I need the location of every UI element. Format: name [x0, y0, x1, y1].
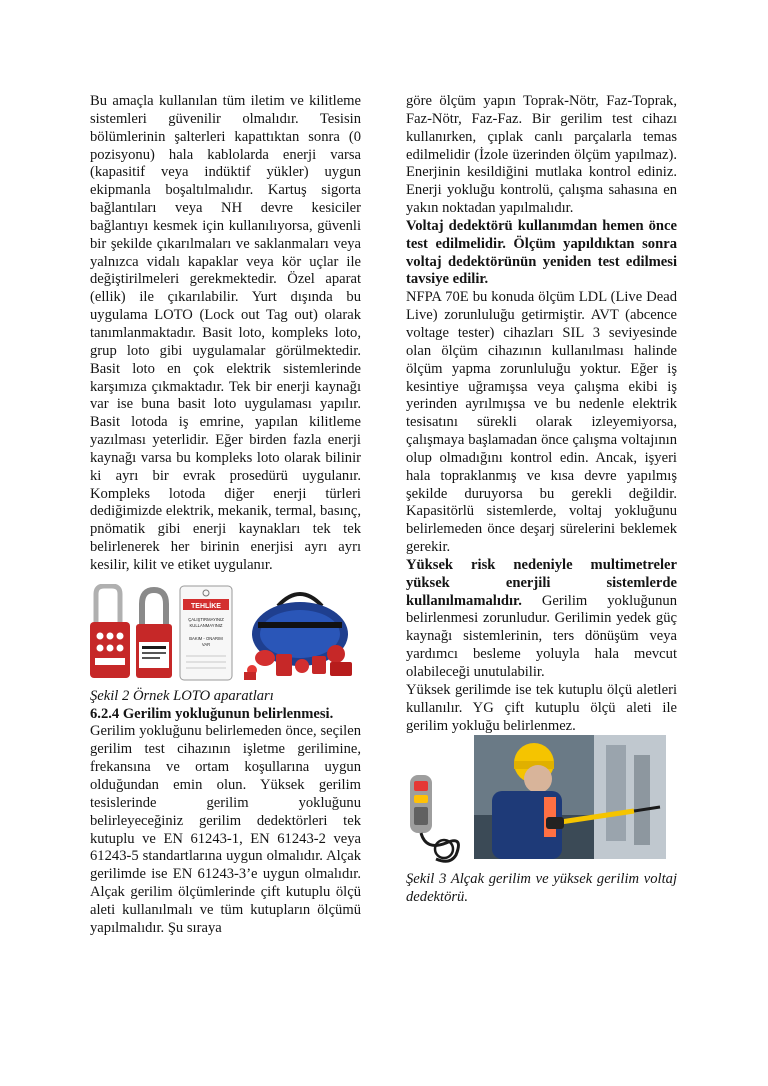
danger-tag: [180, 586, 232, 680]
low-voltage-detector-illustration: [406, 773, 470, 865]
multimeter-paragraph: [406, 557, 677, 682]
lockout-kit-bag-icon: [244, 594, 352, 680]
measurement-order-paragraph: göre ölçüm yapın Toprak-Nötr, Faz-Toprak, Faz-Nötr, Faz-Faz. Bir gerilim test cihazı kullanırken, çıplak canlı parçalarla temas edilmelidir (İzole üzerinden ölçüm yapılmaz). Enerjinin kesildiğini mutlaka kontrol ediniz. Enerji yokluğu kontrolü, çalışma sahasına en yakın noktadan yapılmalıdır.: [406, 93, 677, 217]
left-column: [90, 93, 361, 938]
figure-2-loto-devices: [90, 584, 361, 682]
tag-line-4: VAR: [201, 641, 211, 647]
section-heading: 6.2.4 Gerilim yokluğunun belirlenmesi.: [90, 705, 334, 722]
loto-paragraph: Bu amaçla kullanılan tüm iletim ve kilitleme sistemleri güvenilir olmalıdır. Tesisin bölümlerinin şalterleri kapattıktan sonra (0 pozisyonu) hala kablolarda enerji varsa (kapasitif veya indüktif yükler) uygun ekipmanla boşaltılmalıdır. Kartuş sigorta bağlantıları veya NH devre kesiciler bağlantıyı kesmek için kullanılıyorsa, güvenli bir şekilde çıkarılmaları ve saklanmaları veya yalnızca vidalı kapaklar veya kör uçlar ile değiştirilmeleri gerekmektedir. Özel aparat (ellik) ile çıkarılabilir. Yurt dışında bu uygulama LOTO (Lock out Tag out) olarak tanımlanmaktadır. Basit loto, kompleks loto, grup loto gibi uygulamalar görülmektedir. Basit loto en çok elektrik sistemlerinde karşımıza çıkmaktadır. Tek bir enerji kaynağı var ise buna basit loto uygulaması yapılır. Basit lotoda iş emrine, yapılan kilitleme yazılması yeterlidir. Eğer birden fazla enerji kaynağı varsa bu kompleks loto olarak bilinir ki ayrı bir evrak prosedürü uygulanır. Kompleks lotoda diğer enerji türleri dediğimizde elektrik, mekanik, termal, basınç, pnömatik gibi enerji kaynakları tek tek belirlenerek her birinin enerjisi ayrı ayrı kesilir, kilit ve etiket uygulanır.: [90, 93, 361, 573]
right-column: [406, 93, 677, 907]
voltage-absence-paragraph: Gerilim yokluğunu belirlemeden önce, seçilen gerilim test cihazının işletme gerilimine, frekansına ve ortam koşullarına uygun olduğundan emin olun. Yüksek gerilim tesislerinde gerilim yokluğunu belirleyeceğiniz gerilim dedektörleri tek kutuplu ve EN 61243-1, EN 61243-2 veya 61243-5 standartlarına uygun olmalıdır. Alçak gerilimde ise EN 61243-3’e uygun olmalıdır. Alçak gerilim ölçümlerinde çift kutuplu ölçü aleti kullanılmalı ve tüm kutupların ölçümü yapılmalıdır. Şu sıraya: [90, 723, 361, 936]
figure-3-caption: Şekil 3 Alçak gerilim ve yüksek gerilim voltaj dedektörü.: [406, 871, 677, 906]
figure-2-caption: Şekil 2 Örnek LOTO aparatları: [90, 687, 274, 704]
high-voltage-detector-photo: [474, 735, 666, 859]
voltage-absence-requirement: Gerilim yokluğunun belirlenmesi zorunludur. Gerilimin yedek güç kaynağı sistemlerinin, ters dönüşüm veya yardımcı besleme yoluyla hala mevcut olabileceği unutulabilir.: [406, 592, 677, 680]
tag-header-text: TEHLİKE: [191, 602, 221, 610]
loto-devices-illustration: [90, 584, 361, 682]
detector-test-warning: Voltaj dedektörü kullanımdan hemen önce test edilmelidir. Ölçüm yapıldıktan sonra voltaj dedektörünün yeniden test edilmesi tavsiye edilir.: [406, 217, 677, 288]
tag-line-3: BAKIM - ONARIM: [189, 635, 223, 641]
high-voltage-paragraph: Yüksek gerilimde ise tek kutuplu ölçü aletleri kullanılır. YG çift kutuplu ölçü aleti ile gerilim yokluğu belirlenmez.: [406, 681, 677, 734]
multimeter-warning: Yüksek risk nedeniyle multimetreler yüksek enerjili sistemlerde kullanılmamalıdır.: [406, 556, 677, 609]
tag-line-2: KULLANMAYINIZ: [189, 622, 223, 628]
lockout-hasp-icon: [90, 586, 130, 678]
safety-padlock-icon: [136, 590, 172, 678]
nfpa-paragraph: NFPA 70E bu konuda ölçüm LDL (Live Dead Live) zorunluluğu getirmiştir. AVT (abcence voltage tester) cihazları SIL 3 seviyesinde olan ölçüm cihazının kullanılması halinde ölçüm yapma zorunluluğu yoktur. Eğer iş kesintiye uğramışsa veya çalışma ekibi iş yerinden ayrılmışsa ve bu nedenle elektrik tesisatını sürekli olarak izleyemiyorsa, çalışmaya başlamadan önce çalışma voltajının olup olmadığını kontrol edin. Ancak, işyeri hala topraklanmış ve kısa devre yapılmış şekilde duruyorsa bu gerekli değildir. Kapasitörlü sistemlerde, voltaj yokluğunu belirlemeden önce deşarj sürelerini beklemek gerekir.: [406, 289, 677, 556]
tag-line-1: ÇALIŞTIRMAYINIZ: [188, 616, 224, 622]
